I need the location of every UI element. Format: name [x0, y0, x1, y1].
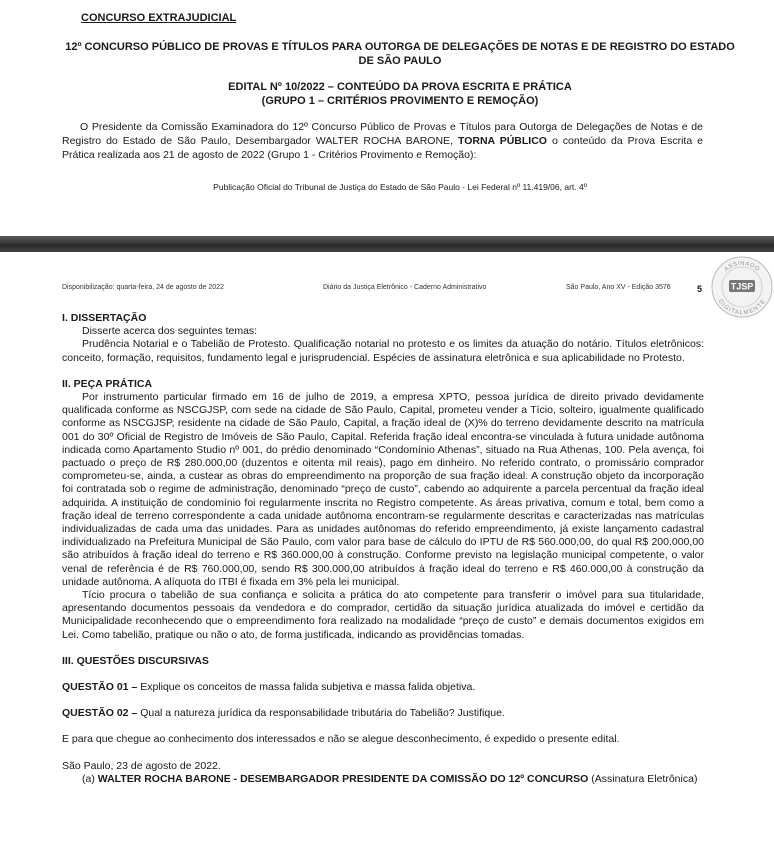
contest-title: 12º CONCURSO PÚBLICO DE PROVAS E TÍTULOS PARA OUTORGA DE DELEGAÇÕES DE NOTAS E DE REGISTRO DO ESTADO DE SÃO PAULO [65, 41, 735, 67]
signature-line: (a) WALTER ROCHA BARONE - DESEMBARGADOR PRESIDENTE DA COMISSÃO DO 12º CONCURSO (Assinatura Eletrônica) [82, 772, 698, 785]
page-number: 5 [697, 284, 703, 294]
closing-statement: E para que chegue ao conhecimento dos interessados e não se alegue desconhecimento, é expedido o presente edital. [62, 733, 620, 746]
edital-title: EDITAL Nº 10/2022 – CONTEÚDO DA PROVA ESCRITA E PRÁTICA [228, 81, 572, 93]
section-title-peca-pratica: II. PEÇA PRÁTICA [62, 377, 153, 390]
section-label: CONCURSO EXTRAJUDICIAL [81, 12, 237, 24]
dissertation-intro: Disserte acerca dos seguintes temas: [82, 325, 258, 338]
question-1: QUESTÃO 01 – Explique os conceitos de massa falida subjetiva e massa falida objetiva. [62, 681, 476, 694]
seal-bottom-text: DIGITALMENTE [716, 298, 768, 317]
practical-case-paragraph-2: Tício procura o tabelião de sua confiança e solicita a prática do ato competente para transferir o imóvel para sua titularidade, apresentando documentos pessoais da vendedora e do comprador, certidão da situação jurídica atualizada do imóvel e certidão da Municipalidade reconhecendo que o empreendimento fora realizado na modalidade “preço de custo” e demais documentos exigidos em Lei. Como tabelião, pratique ou não o ato, de forma justificada, indicando as providências tomadas. [62, 589, 704, 641]
edital-body [62, 312, 704, 786]
seal-top-text: ASSINADO [723, 260, 761, 274]
availability-date: Disponibilização: quarta-feira, 24 de agosto de 2022 [62, 284, 224, 291]
section-title-questoes: III. QUESTÕES DISCURSIVAS [62, 654, 209, 667]
practical-case-paragraph-1: Por instrumento particular firmado em 16 de julho de 2019, a empresa XPTO, pessoa jurídica de direito privado devidamente qualificada conforme as NSCGJSP, com sede na cidade de São Paulo, Capital, prometeu vender a Tício, solteiro, igualmente qualificado conforme as NSCGJSP, residente na cidade de São Paulo, Capital, a fração ideal de (X)% do terreno devidamente descrito na matrícula 001 do 30º Oficial de Registro de Imóveis de São Paulo, Capital. Referida fração ideal encontra-se vinculada à futura unidade autônoma indicada como Apartamento Studio nº 001, do prédio denominado “Condomínio Athenas”, situado na Rua Athenas, 100. Pela avença, foi pactuado o preço de R$ 280.000,00 (duzentos e oitenta mil reais), pago em dinheiro. No referido contrato, o promissário comprador comprometeu-se, ainda, a custear as obras do empreendimento na proporção de sua fração ideal. A construção objeto da incorporação foi contratada sob o regime de administração, denominado “preço de custo”, cabendo ao adquirente a parcela percentual da fração ideal adquirida. A instituição de condomínio foi regularmente inscrita no Registro competente. As áreas privativa, comum e total, bem como a fração ideal de terreno correspondente a cada unidade autônoma encontram-se regularmente descritas e caracterizadas nas matrículas individualizadas de cada uma das unidades. Para as unidades autônomas do referido empreendimento, já existe lançamento cadastral individualizado na Prefeitura Municipal de São Paulo, com valor para base de cálculo do IPTU de R$ 560.000,00, do qual R$ 200.000,00 são atribuídos à fração ideal do terreno e R$ 360.000,00 à construção. Conforme previsto na legislação municipal competente, o valor venal de referência é de R$ 760.000,00, sendo R$ 300.000,00 atribuídos à fração ideal do terreno e R$ 460.000,00 à construção da unidade autônoma. A alíquota do ITBI é fixada em 3% pela lei municipal. [62, 391, 704, 588]
seal-center-text: TJSP [730, 281, 754, 292]
journal-name: Diário da Justiça Eletrônico - Caderno Administrativo [323, 284, 487, 291]
edition-info: São Paulo, Ano XV - Edição 3576 [566, 284, 671, 291]
publication-notice: Publicação Oficial do Tribunal de Justiça do Estado de São Paulo - Lei Federal nº 11.419/06, art. 4º [213, 182, 587, 192]
signature-date: São Paulo, 23 de agosto de 2022. [62, 759, 221, 772]
edital-subtitle: (GRUPO 1 – CRITÉRIOS PROVIMENTO E REMOÇÃO) [261, 95, 539, 107]
section-title-dissertacao: I. DISSERTAÇÃO [62, 312, 147, 324]
question-2: QUESTÃO 02 – Qual a natureza jurídica da responsabilidade tributária do Tabelião? Justifique. [62, 707, 505, 720]
page-break-band [0, 236, 774, 252]
dissertation-topics: Prudência Notarial e o Tabelião de Protesto. Qualificação notarial no protesto e os limites da atuação do notário. Títulos eletrônicos: conceito, formação, requisitos, fundamento legal e jurisprudencial. Espécies de assinatura eletrônica e sua aplicabilidade no Protesto. [62, 338, 704, 364]
intro-paragraph: O Presidente da Comissão Examinadora do 12º Concurso Público de Provas e Títulos para Outorga de Delegações de Notas e de Registro do Estado de São Paulo, Desembargador WALTER ROCHA BARONE, TORNA PÚBLICO o conteúdo da Prova Escrita e Prática realizada aos 21 de agosto de 2022 (Grupo 1 - Critérios Provimento e Remoção): [62, 121, 704, 161]
digital-signature-seal-icon [711, 256, 773, 318]
